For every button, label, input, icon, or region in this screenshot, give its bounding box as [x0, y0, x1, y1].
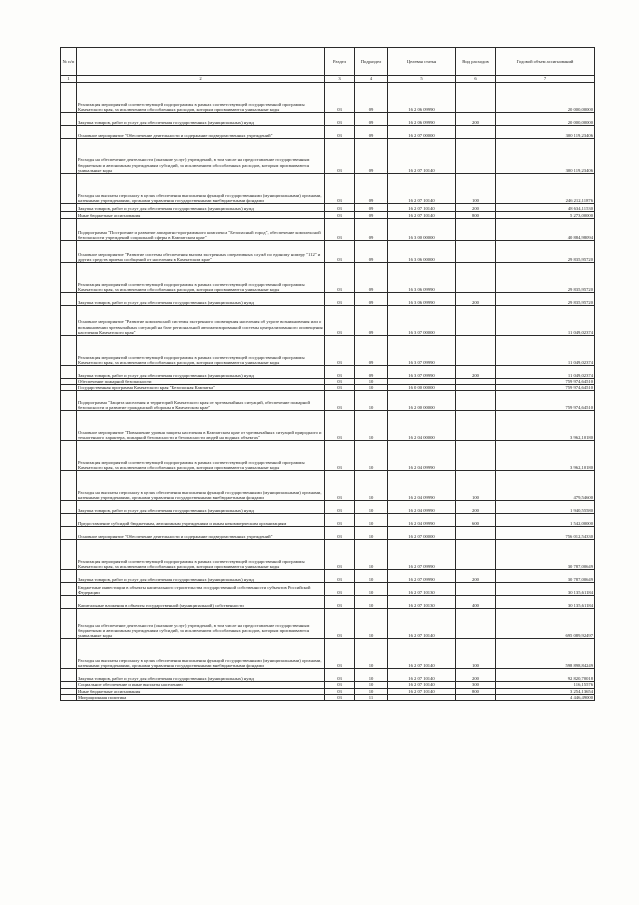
table-row — [61, 694, 595, 700]
table-body — [61, 83, 595, 701]
row-section: 03 — [325, 514, 355, 527]
row-expense-type — [456, 139, 496, 174]
row-amount: 300 119,23406 — [496, 139, 595, 174]
row-amount: 30 135,61184 — [496, 596, 595, 609]
row-expense-type: 200 — [456, 366, 496, 379]
row-subsection: 10 — [355, 682, 388, 688]
row-amount: 30 787,00649 — [496, 540, 595, 570]
row-amount: 11 049,02374 — [496, 336, 595, 366]
row-expense-type — [456, 306, 496, 336]
row-expense-type — [456, 411, 496, 441]
row-number — [61, 583, 77, 596]
row-expense-type: 300 — [456, 682, 496, 688]
row-number — [61, 366, 77, 379]
row-number — [61, 83, 77, 113]
row-section: 03 — [325, 379, 355, 385]
row-amount: 479,54600 — [496, 471, 595, 501]
table-row — [61, 514, 595, 527]
row-target-article: 16 2 04 09990 — [388, 514, 456, 527]
row-subsection: 10 — [355, 596, 388, 609]
row-number — [61, 126, 77, 139]
row-name: Закупка товаров, работ и услуг для обеспечения государственных (муниципальных) нужд — [77, 501, 325, 514]
row-subsection: 11 — [355, 694, 388, 700]
table-row — [61, 527, 595, 540]
row-expense-type — [456, 441, 496, 471]
row-section: 03 — [325, 682, 355, 688]
row-subsection: 09 — [355, 219, 388, 241]
row-section: 03 — [325, 596, 355, 609]
row-amount: 5 273,00000 — [496, 212, 595, 219]
table-row — [61, 669, 595, 682]
row-amount: 300 119,23406 — [496, 126, 595, 139]
row-subsection: 10 — [355, 501, 388, 514]
row-name: Подпрограмма "Защита населения и территорий Камчатского края от чрезвычайных ситуаций, обеспечение пожарной безопасности и развитие гражданской обороны в Камчатском крае" — [77, 391, 325, 411]
row-expense-type — [456, 263, 496, 293]
row-name: Закупка товаров, работ и услуг для обеспечения государственных (муниципальных) нужд — [77, 570, 325, 583]
row-name: Реализация мероприятий соответствующей подпрограммы в рамках соответствующей государственной программы Камчатского края, за исключением обособленных расходов, которым присваиваются уникальные коды — [77, 540, 325, 570]
row-section: 03 — [325, 139, 355, 174]
row-target-article: 16 2 04 09990 — [388, 441, 456, 471]
row-number — [61, 212, 77, 219]
row-target-article: 16 2 07 10140 — [388, 174, 456, 204]
row-target-article: 16 2 07 10140 — [388, 609, 456, 639]
table-row — [61, 583, 595, 596]
row-subsection: 10 — [355, 385, 388, 391]
row-number — [61, 113, 77, 126]
row-amount: 598 898,84249 — [496, 639, 595, 669]
row-subsection: 10 — [355, 669, 388, 682]
row-number — [61, 174, 77, 204]
row-subsection: 09 — [355, 241, 388, 263]
row-target-article: 16 2 07 10140 — [388, 682, 456, 688]
row-section: 03 — [325, 385, 355, 391]
row-name: Реализация мероприятий соответствующей подпрограммы в рамках соответствующей государственной программы Камчатского края, за исключением обособленных расходов, которым присваиваются уникальные коды — [77, 263, 325, 293]
row-section: 03 — [325, 204, 355, 212]
row-target-article: 16 2 07 10140 — [388, 669, 456, 682]
table-row — [61, 241, 595, 263]
row-section: 03 — [325, 669, 355, 682]
row-target-article: 16 3 06 09990 — [388, 293, 456, 306]
row-section: 03 — [325, 126, 355, 139]
row-number — [61, 514, 77, 527]
row-number — [61, 540, 77, 570]
row-section: 03 — [325, 501, 355, 514]
row-name: Расходы на выплаты персоналу в целях обеспечения выполнения функций государственными (муниципальными) органами, казенными учреждениями, органами управления государственными внебюджетными фондами — [77, 639, 325, 669]
row-expense-type — [456, 694, 496, 700]
row-expense-type: 100 — [456, 174, 496, 204]
row-number — [61, 471, 77, 501]
row-target-article: 16 2 07 09990 — [388, 540, 456, 570]
row-number — [61, 609, 77, 639]
row-subsection: 10 — [355, 527, 388, 540]
row-expense-type: 100 — [456, 471, 496, 501]
index-cell: 7 — [496, 76, 595, 83]
row-expense-type — [456, 583, 496, 596]
row-section: 03 — [325, 609, 355, 639]
row-subsection: 09 — [355, 306, 388, 336]
row-target-article: 16 3 07 09990 — [388, 366, 456, 379]
row-subsection: 09 — [355, 212, 388, 219]
table-row — [61, 596, 595, 609]
header-target-article: Целевая статья — [388, 48, 456, 76]
row-target-article: 16 3 00 00000 — [388, 219, 456, 241]
row-expense-type: 200 — [456, 501, 496, 514]
table-row — [61, 471, 595, 501]
table-header-row — [61, 48, 595, 76]
row-subsection: 10 — [355, 570, 388, 583]
row-expense-type: 200 — [456, 669, 496, 682]
row-expense-type: 800 — [456, 212, 496, 219]
table-row — [61, 212, 595, 219]
row-expense-type: 400 — [456, 596, 496, 609]
row-section: 03 — [325, 336, 355, 366]
row-name: Социальное обеспечение и иные выплаты населению — [77, 682, 325, 688]
row-name: Государственная программа Камчатского края "Безопасная Камчатка" — [77, 385, 325, 391]
table-row — [61, 609, 595, 639]
row-subsection: 10 — [355, 391, 388, 411]
row-name: Закупка товаров, работ и услуг для обеспечения государственных (муниципальных) нужд — [77, 366, 325, 379]
row-subsection: 09 — [355, 83, 388, 113]
table-row — [61, 366, 595, 379]
row-target-article: 16 2 06 09990 — [388, 113, 456, 126]
table-row — [61, 441, 595, 471]
row-number — [61, 306, 77, 336]
row-subsection: 10 — [355, 471, 388, 501]
row-amount: 1 542,00000 — [496, 514, 595, 527]
row-section: 03 — [325, 293, 355, 306]
row-name: Основное мероприятие "Развитие системы обеспечения вызова экстренных оперативных служб по единому номеру "112" и других средств приема сообщений от населения в Камчатском крае" — [77, 241, 325, 263]
row-amount: 759 974,64510 — [496, 391, 595, 411]
row-target-article: 16 3 07 00000 — [388, 306, 456, 336]
row-number — [61, 263, 77, 293]
row-amount: 40 884,98094 — [496, 219, 595, 241]
index-cell: 6 — [456, 76, 496, 83]
row-name: Реализация мероприятий соответствующей подпрограммы в рамках соответствующей государственной программы Камчатского края, за исключением обособленных расходов, которым присваиваются уникальные коды — [77, 83, 325, 113]
row-expense-type — [456, 241, 496, 263]
row-subsection: 10 — [355, 514, 388, 527]
row-amount: 29 835,95720 — [496, 241, 595, 263]
row-expense-type: 200 — [456, 293, 496, 306]
table-row — [61, 219, 595, 241]
row-target-article: 16 2 07 00000 — [388, 126, 456, 139]
table-row — [61, 204, 595, 212]
row-name: Закупка товаров, работ и услуг для обеспечения государственных (муниципальных) нужд — [77, 669, 325, 682]
row-section: 03 — [325, 241, 355, 263]
row-number — [61, 596, 77, 609]
header-subsection: Подраздел — [355, 48, 388, 76]
row-amount: 116,15576 — [496, 682, 595, 688]
row-name: Реализация мероприятий соответствующей подпрограммы в рамках соответствующей государственной программы Камчатского края, за исключением обособленных расходов, которым присваиваются уникальные коды — [77, 441, 325, 471]
row-name: Основное мероприятие "Обеспечение деятельности и содержание подведомственных учреждений" — [77, 527, 325, 540]
row-expense-type — [456, 527, 496, 540]
row-section: 03 — [325, 306, 355, 336]
row-target-article: 16 2 00 00000 — [388, 391, 456, 411]
row-target-article: 16 2 07 10140 — [388, 639, 456, 669]
header-section: Раздел — [325, 48, 355, 76]
row-number — [61, 441, 77, 471]
row-amount: 92 820,70018 — [496, 669, 595, 682]
row-section: 03 — [325, 113, 355, 126]
header-num: № п/п — [61, 48, 77, 76]
row-amount: 3 254,13654 — [496, 688, 595, 694]
table-row — [61, 126, 595, 139]
row-target-article: 16 2 07 10140 — [388, 204, 456, 212]
index-cell: 2 — [77, 76, 325, 83]
table-row — [61, 391, 595, 411]
row-subsection: 09 — [355, 336, 388, 366]
row-name: Расходы на обеспечение деятельности (оказание услуг) учреждений, в том числе на предоставление государственным бюджетным и автономным учреждениям субсидий, за исключением обособленных расходов, которым присваиваются уникальные коды — [77, 139, 325, 174]
row-amount: 20 000,00000 — [496, 83, 595, 113]
table-row — [61, 411, 595, 441]
row-number — [61, 139, 77, 174]
row-name: Капитальные вложения в объекты государственной (муниципальной) собственности — [77, 596, 325, 609]
row-section: 03 — [325, 212, 355, 219]
row-subsection: 10 — [355, 411, 388, 441]
row-amount: 29 835,95720 — [496, 263, 595, 293]
row-target-article: 16 2 07 10140 — [388, 212, 456, 219]
row-target-article: 16 3 07 09990 — [388, 336, 456, 366]
row-amount: 30 135,61184 — [496, 583, 595, 596]
row-target-article: 16 2 07 10140 — [388, 688, 456, 694]
row-expense-type — [456, 83, 496, 113]
row-expense-type — [456, 126, 496, 139]
row-subsection: 09 — [355, 126, 388, 139]
row-amount: 1 940,55580 — [496, 501, 595, 514]
row-expense-type: 200 — [456, 113, 496, 126]
row-expense-type — [456, 336, 496, 366]
row-name: Предоставление субсидий бюджетным, автономным учреждениям и иным некоммерческим организациям — [77, 514, 325, 527]
row-section: 03 — [325, 688, 355, 694]
row-subsection: 10 — [355, 379, 388, 385]
row-target-article: 16 2 04 09990 — [388, 501, 456, 514]
row-target-article: 16 2 04 09990 — [388, 471, 456, 501]
row-section: 03 — [325, 583, 355, 596]
row-subsection: 09 — [355, 139, 388, 174]
row-section: 03 — [325, 471, 355, 501]
row-number — [61, 219, 77, 241]
table-row — [61, 501, 595, 514]
row-amount: 3 962,10180 — [496, 411, 595, 441]
index-cell: 3 — [325, 76, 355, 83]
row-subsection: 09 — [355, 263, 388, 293]
row-amount: 30 787,00649 — [496, 570, 595, 583]
row-number — [61, 336, 77, 366]
row-amount: 4 446,49000 — [496, 694, 595, 700]
row-name: Миграционная политика — [77, 694, 325, 700]
table-row — [61, 540, 595, 570]
table-row — [61, 139, 595, 174]
row-subsection: 09 — [355, 204, 388, 212]
row-amount: 29 835,95720 — [496, 293, 595, 306]
row-number — [61, 204, 77, 212]
row-number — [61, 411, 77, 441]
row-expense-type — [456, 609, 496, 639]
row-section: 03 — [325, 441, 355, 471]
row-section: 03 — [325, 83, 355, 113]
header-annual-amount: Годовой объем ассигнований — [496, 48, 595, 76]
row-name: Расходы на обеспечение деятельности (оказание услуг) учреждений, в том числе на предоставление государственным бюджетным и автономным учреждениям субсидий, за исключением обособленных расходов, которым присваиваются уникальные коды — [77, 609, 325, 639]
row-target-article: 16 2 06 09990 — [388, 83, 456, 113]
row-amount: 246 212,11876 — [496, 174, 595, 204]
row-section: 03 — [325, 391, 355, 411]
row-subsection: 09 — [355, 174, 388, 204]
column-index-row — [61, 76, 595, 83]
row-subsection: 09 — [355, 366, 388, 379]
row-name: Бюджетные инвестиции в объекты капитального строительства государственной собственности субъектов Российской Федерации — [77, 583, 325, 596]
row-section: 03 — [325, 694, 355, 700]
row-section: 03 — [325, 219, 355, 241]
row-amount: 695 089,92497 — [496, 609, 595, 639]
row-name: Основное мероприятие "Повышение уровня защиты населения в Камчатском крае от чрезвычайных ситуаций природного и техногенного характера, пожарной безопасности и безопасности людей на водных объектах" — [77, 411, 325, 441]
row-section: 03 — [325, 527, 355, 540]
row-subsection: 09 — [355, 293, 388, 306]
row-subsection: 10 — [355, 688, 388, 694]
row-amount: 20 000,00000 — [496, 113, 595, 126]
row-target-article: 16 2 04 00000 — [388, 411, 456, 441]
row-section: 03 — [325, 639, 355, 669]
row-target-article: 16 0 00 00000 — [388, 385, 456, 391]
row-name: Закупка товаров, работ и услуг для обеспечения государственных (муниципальных) нужд — [77, 113, 325, 126]
row-expense-type: 100 — [456, 639, 496, 669]
row-number — [61, 694, 77, 700]
table-row — [61, 336, 595, 366]
row-name: Иные бюджетные ассигнования — [77, 212, 325, 219]
row-subsection: 10 — [355, 609, 388, 639]
row-amount: 759 974,64510 — [496, 379, 595, 385]
row-name: Основное мероприятие "Развитие комплексной системы экстренного оповещения населения об угрозе возникновения или о возникновении чрезвычайных ситуаций на базе региональной автоматизированной системы централизованного оповещения населения Камчатского края" — [77, 306, 325, 336]
row-target-article: 16 2 07 10140 — [388, 139, 456, 174]
row-number — [61, 570, 77, 583]
row-expense-type — [456, 391, 496, 411]
budget-table — [60, 47, 595, 701]
row-name: Основное мероприятие "Обеспечение деятельности и содержание подведомственных учреждений" — [77, 126, 325, 139]
row-amount: 3 962,10180 — [496, 441, 595, 471]
table-row — [61, 639, 595, 669]
row-target-article: 16 2 07 10130 — [388, 583, 456, 596]
row-amount: 11 049,02374 — [496, 306, 595, 336]
row-section: 03 — [325, 263, 355, 293]
row-name: Расходы на выплаты персоналу в целях обеспечения выполнения функций государственными (муниципальными) органами, казенными учреждениями, органами управления государственными внебюджетными фондами — [77, 471, 325, 501]
index-cell: 4 — [355, 76, 388, 83]
table-row — [61, 113, 595, 126]
row-target-article: 16 2 07 10130 — [388, 596, 456, 609]
row-section: 03 — [325, 540, 355, 570]
row-expense-type — [456, 219, 496, 241]
row-subsection: 10 — [355, 639, 388, 669]
row-number — [61, 293, 77, 306]
row-name: Расходы на выплаты персоналу в целях обеспечения выполнения функций государственными (муниципальными) органами, казенными учреждениями, органами управления государственными внебюджетными фондами — [77, 174, 325, 204]
table-row — [61, 293, 595, 306]
row-amount: 48 634,11530 — [496, 204, 595, 212]
row-expense-type: 600 — [456, 514, 496, 527]
table-row — [61, 263, 595, 293]
row-section: 03 — [325, 174, 355, 204]
row-name: Обеспечение пожарной безопасности — [77, 379, 325, 385]
row-name: Подпрограмма "Построение и развитие аппаратно-программного комплекса "Безопасный город", обеспечение комплексной безопасности учреждений социальной сферы в Камчатском крае" — [77, 219, 325, 241]
row-number — [61, 501, 77, 514]
row-amount: 759 974,64510 — [496, 385, 595, 391]
index-cell: 1 — [61, 76, 77, 83]
table-row — [61, 306, 595, 336]
row-amount: 11 049,02374 — [496, 366, 595, 379]
row-name: Закупка товаров, работ и услуг для обеспечения государственных (муниципальных) нужд — [77, 204, 325, 212]
row-amount: 756 012,54330 — [496, 527, 595, 540]
row-number — [61, 527, 77, 540]
row-number — [61, 669, 77, 682]
row-section: 03 — [325, 570, 355, 583]
table-row — [61, 83, 595, 113]
row-name: Реализация мероприятий соответствующей подпрограммы в рамках соответствующей государственной программы Камчатского края, за исключением обособленных расходов, которым присваиваются уникальные коды — [77, 336, 325, 366]
header-name — [77, 48, 325, 76]
index-cell: 5 — [388, 76, 456, 83]
row-target-article: 16 3 06 00000 — [388, 241, 456, 263]
row-number — [61, 391, 77, 411]
table-row — [61, 570, 595, 583]
row-number — [61, 241, 77, 263]
row-expense-type: 200 — [456, 570, 496, 583]
row-subsection: 09 — [355, 113, 388, 126]
row-target-article — [388, 694, 456, 700]
row-subsection: 10 — [355, 441, 388, 471]
row-subsection: 10 — [355, 540, 388, 570]
row-expense-type: 200 — [456, 204, 496, 212]
row-section: 03 — [325, 366, 355, 379]
row-section: 03 — [325, 411, 355, 441]
row-name: Закупка товаров, работ и услуг для обеспечения государственных (муниципальных) нужд — [77, 293, 325, 306]
row-expense-type — [456, 540, 496, 570]
row-target-article: 16 2 07 09990 — [388, 570, 456, 583]
row-name: Иные бюджетные ассигнования — [77, 688, 325, 694]
row-subsection: 10 — [355, 583, 388, 596]
table-row — [61, 174, 595, 204]
row-target-article: 16 2 07 00000 — [388, 527, 456, 540]
row-target-article: 16 3 06 09990 — [388, 263, 456, 293]
row-number — [61, 639, 77, 669]
header-expense-type: Вид расходов — [456, 48, 496, 76]
row-expense-type: 800 — [456, 688, 496, 694]
